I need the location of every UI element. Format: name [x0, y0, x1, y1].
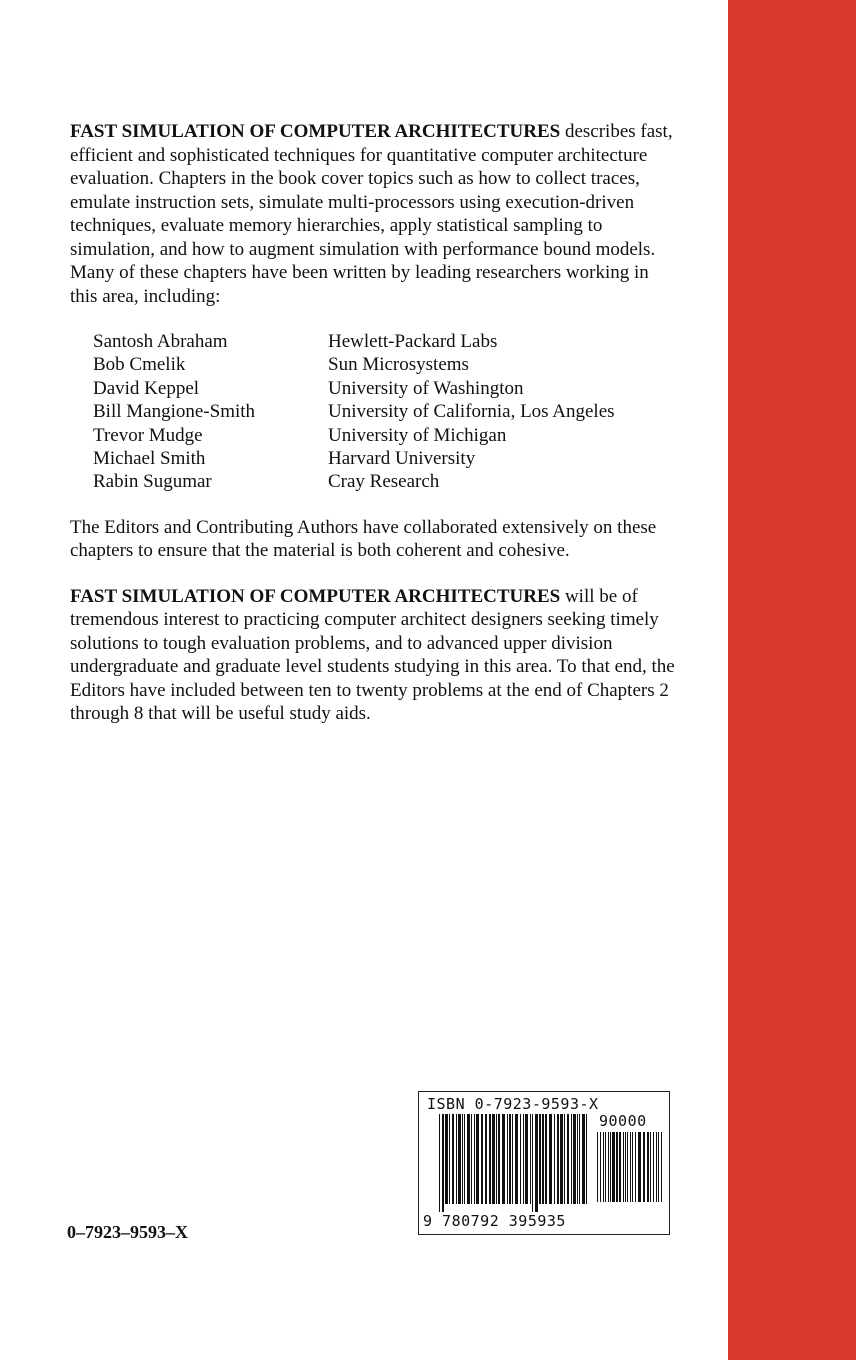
barcode-bar: [530, 1114, 531, 1204]
barcode-bar: [539, 1114, 541, 1204]
barcode-bar: [608, 1132, 609, 1202]
barcode-bar: [496, 1114, 497, 1204]
barcode-bar: [603, 1132, 604, 1202]
barcode-bar: [579, 1114, 580, 1204]
barcode-bar: [467, 1114, 470, 1204]
barcode-bar: [498, 1114, 500, 1204]
barcode-bar: [656, 1132, 657, 1202]
contributor-list: [93, 330, 680, 494]
back-cover-text: [70, 120, 680, 726]
barcode-bar: [542, 1114, 544, 1204]
barcode-bar: [549, 1114, 552, 1204]
barcode-bar: [525, 1114, 528, 1204]
spine-stripe: [728, 0, 856, 1360]
barcode-bar: [439, 1114, 440, 1212]
barcode-bar: [515, 1114, 518, 1204]
barcode-bar: [449, 1114, 450, 1204]
barcode-bar: [661, 1132, 662, 1202]
author-affiliation: Sun Microsystems: [328, 354, 469, 376]
barcode-bar: [471, 1114, 472, 1204]
author-affiliation: University of Michigan: [328, 424, 507, 446]
barcode-bar: [564, 1114, 565, 1204]
author-name: Bill Mangione-Smith: [93, 401, 256, 423]
barcode-bar: [625, 1132, 626, 1202]
author-name: David Keppel: [93, 377, 200, 399]
barcode-bar: [442, 1114, 444, 1212]
author-affiliation: Hewlett-Packard Labs: [328, 331, 498, 352]
barcode-bar: [554, 1114, 555, 1204]
book-title-bold: FAST SIMULATION OF COMPUTER ARCHITECTURES: [70, 121, 561, 142]
author-name: Trevor Mudge: [93, 424, 203, 446]
isbn-number: 0–7923–9593–X: [67, 1222, 188, 1242]
barcode-isbn-label: ISBN 0-7923-9593-X: [427, 1095, 599, 1113]
author-name: Bob Cmelik: [93, 354, 186, 376]
barcode-bar: [512, 1114, 513, 1204]
barcode-bar: [464, 1114, 465, 1204]
barcode-bar: [445, 1114, 448, 1204]
description-text: describes fast, efficient and sophisticated techniques for quantitative computer architecture evaluation. Chapters in the book cover topics such as how to collect traces, emulate instruction sets, simulate multi-processors using execution-driven techniques, evaluate memory hierarchies, apply statistical sampling to simulation, and how to augment simulation with performance bound models. Many of these chapters have been written by leading researchers working in this area, including:: [70, 121, 673, 307]
barcode-bar: [586, 1114, 587, 1204]
barcode-bar: [557, 1114, 559, 1204]
barcode-bar: [489, 1114, 491, 1204]
isbn-barcode: [418, 1091, 670, 1235]
barcode-bar: [597, 1132, 598, 1202]
barcode-bar: [462, 1114, 463, 1204]
barcode-addon-code: 90000: [599, 1112, 647, 1130]
barcode-bar: [571, 1114, 572, 1204]
barcode-bar: [623, 1132, 624, 1202]
author-affiliation: Cray Research: [328, 471, 440, 493]
barcode-bar: [638, 1132, 641, 1202]
barcode-bar: [658, 1132, 659, 1202]
description-paragraph: [70, 120, 680, 308]
barcode-bar: [458, 1114, 461, 1204]
audience-text: will be of tremendous interest to practicing computer architect designers seeking timely solutions to tough evaluation problems, and to advanced upper division undergraduate and graduate level students studying in this area. To that end, the Editors have included between ten to twenty problems at the end of Chapters 2 through 8 that will be useful study aids.: [70, 585, 675, 725]
barcode-bar: [481, 1114, 483, 1204]
author-affiliation: Harvard University: [328, 448, 476, 470]
barcode-bar: [456, 1114, 457, 1204]
barcode-bar: [650, 1132, 651, 1202]
barcode-bar: [573, 1114, 576, 1204]
barcode-bar: [452, 1114, 454, 1204]
barcode-ean-digits: 9 780792 395935: [423, 1212, 566, 1230]
barcode-bars-main: [439, 1114, 589, 1212]
barcode-bar: [643, 1132, 645, 1202]
barcode-bar: [653, 1132, 654, 1202]
barcode-bar: [485, 1114, 487, 1204]
book-title-bold-2: FAST SIMULATION OF COMPUTER ARCHITECTURES: [70, 585, 561, 607]
barcode-bar: [582, 1114, 585, 1204]
barcode-bar: [523, 1114, 524, 1204]
barcode-bar: [647, 1132, 649, 1202]
author-name: Michael Smith: [93, 448, 206, 470]
author-affiliation: University of Washington: [328, 377, 524, 399]
barcode-bar: [630, 1132, 631, 1202]
barcode-bar: [520, 1114, 521, 1204]
barcode-bar: [509, 1114, 511, 1204]
barcode-bar: [612, 1132, 615, 1202]
barcode-bar: [476, 1114, 479, 1204]
barcode-bar: [605, 1132, 606, 1202]
barcode-bar: [635, 1132, 636, 1202]
author-affiliation: University of California, Los Angeles: [328, 401, 615, 423]
barcode-bar: [567, 1114, 569, 1204]
audience-paragraph: [70, 585, 680, 726]
barcode-bar: [619, 1132, 621, 1202]
barcode-bar: [560, 1114, 563, 1204]
barcode-bar: [616, 1132, 618, 1202]
barcode-bar: [545, 1114, 547, 1204]
collaboration-paragraph: The Editors and Contributing Authors have collaborated extensively on these chapters to ensure that the material is both coherent and cohesive.: [70, 516, 657, 562]
barcode-bar: [610, 1132, 611, 1202]
barcode-bar: [600, 1132, 601, 1202]
barcode-bar: [507, 1114, 508, 1204]
barcode-bar: [474, 1114, 475, 1204]
barcode-bar: [502, 1114, 505, 1204]
author-name: Santosh Abraham: [93, 331, 228, 352]
barcode-bars-addon: [597, 1132, 665, 1210]
barcode-bar: [627, 1132, 628, 1202]
barcode-bar: [577, 1114, 578, 1204]
barcode-bar: [535, 1114, 538, 1212]
barcode-bar: [532, 1114, 533, 1212]
barcode-bar: [492, 1114, 495, 1204]
barcode-bar: [632, 1132, 633, 1202]
author-name: Rabin Sugumar: [93, 471, 212, 493]
